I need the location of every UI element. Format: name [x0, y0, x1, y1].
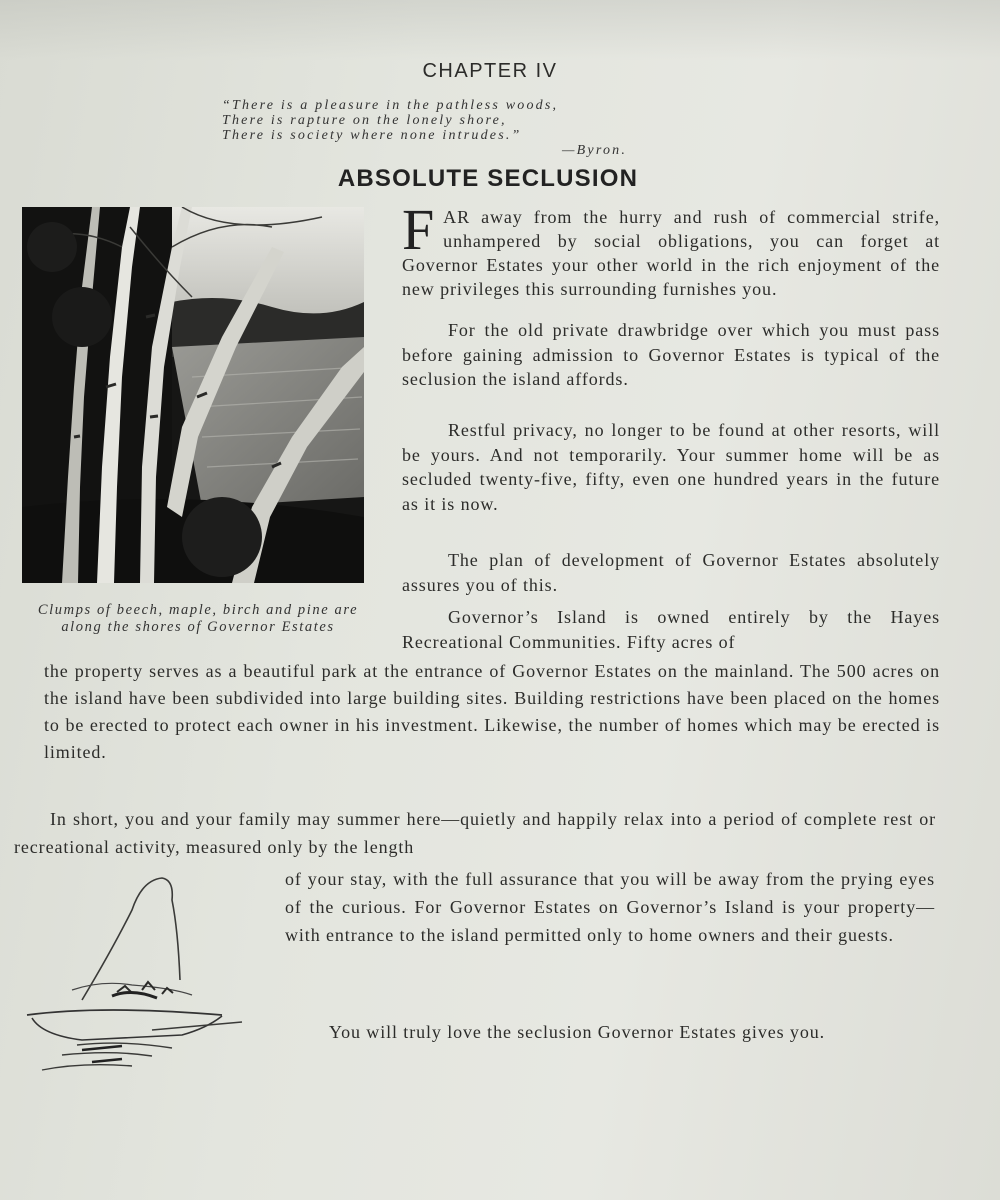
birch-trees-photo	[22, 207, 364, 583]
paragraph-1	[402, 197, 940, 301]
epigraph-line: There is rapture on the lonely shore,	[222, 113, 507, 128]
epigraph-line: “There is a pleasure in the pathless woods,	[222, 98, 559, 113]
drop-cap: F	[402, 197, 436, 262]
epigraph-line: There is society where none intrudes.”	[222, 128, 522, 143]
epigraph-author: —Byron.	[562, 143, 628, 158]
paragraph-5-start: Governor’s Island is owned entirely by the Hayes Recreational Communities. Fifty acres of	[402, 607, 940, 652]
paragraph-5-continued: the property serves as a beautiful park at the entrance of Governor Estates on the mainland. The 500 acres on the island have been subdivided into large building sites. Building restrictions have been placed on the homes to be erected to protect each owner in his investment. Likewise, the number of homes which may be erected is limited.	[44, 661, 940, 762]
paragraph-7: You will truly love the seclusion Governor Estates gives you.	[329, 1022, 826, 1042]
paragraph-6: In short, you and your family may summer here—quietly and happily relax into a period of complete rest or recreational activity, measured only by the length	[14, 809, 936, 857]
photo-caption: Clumps of beech, maple, birch and pine are along the shores of Governor Estates	[37, 602, 359, 635]
paragraph-4: The plan of development of Governor Estates absolutely assures you of this.	[402, 550, 940, 595]
sailboat-sketch	[22, 870, 262, 1090]
paragraph-6-continued: of your stay, with the full assurance that you will be away from the prying eyes of the curious. For Governor Estates on Governor’s Island is your property—with entrance to the island permitted only to home owners and their guests.	[285, 869, 935, 945]
epigraph	[222, 98, 742, 158]
chapter-heading: CHAPTER IV	[422, 60, 558, 82]
birch-trees-illustration	[22, 207, 364, 583]
paragraph-3: Restful privacy, no longer to be found at other resorts, will be yours. And not temporarily. Your summer home will be as secluded twenty-five, fifty, even one hundred years in the future as it is now.	[402, 420, 940, 514]
page-shadow	[0, 0, 1000, 60]
paragraph-2: For the old private drawbridge over which you must pass before gaining admission to Governor Estates is typical of the seclusion the island affords.	[402, 320, 940, 389]
paragraph-1-text: AR away from the hurry and rush of commercial strife, unhampered by social obligations, you can forget at Governor Estates your other world in the rich enjoyment of the new privileges this surrounding furnishes you.	[402, 207, 940, 299]
page-title: ABSOLUTE SECLUSION	[337, 165, 639, 192]
